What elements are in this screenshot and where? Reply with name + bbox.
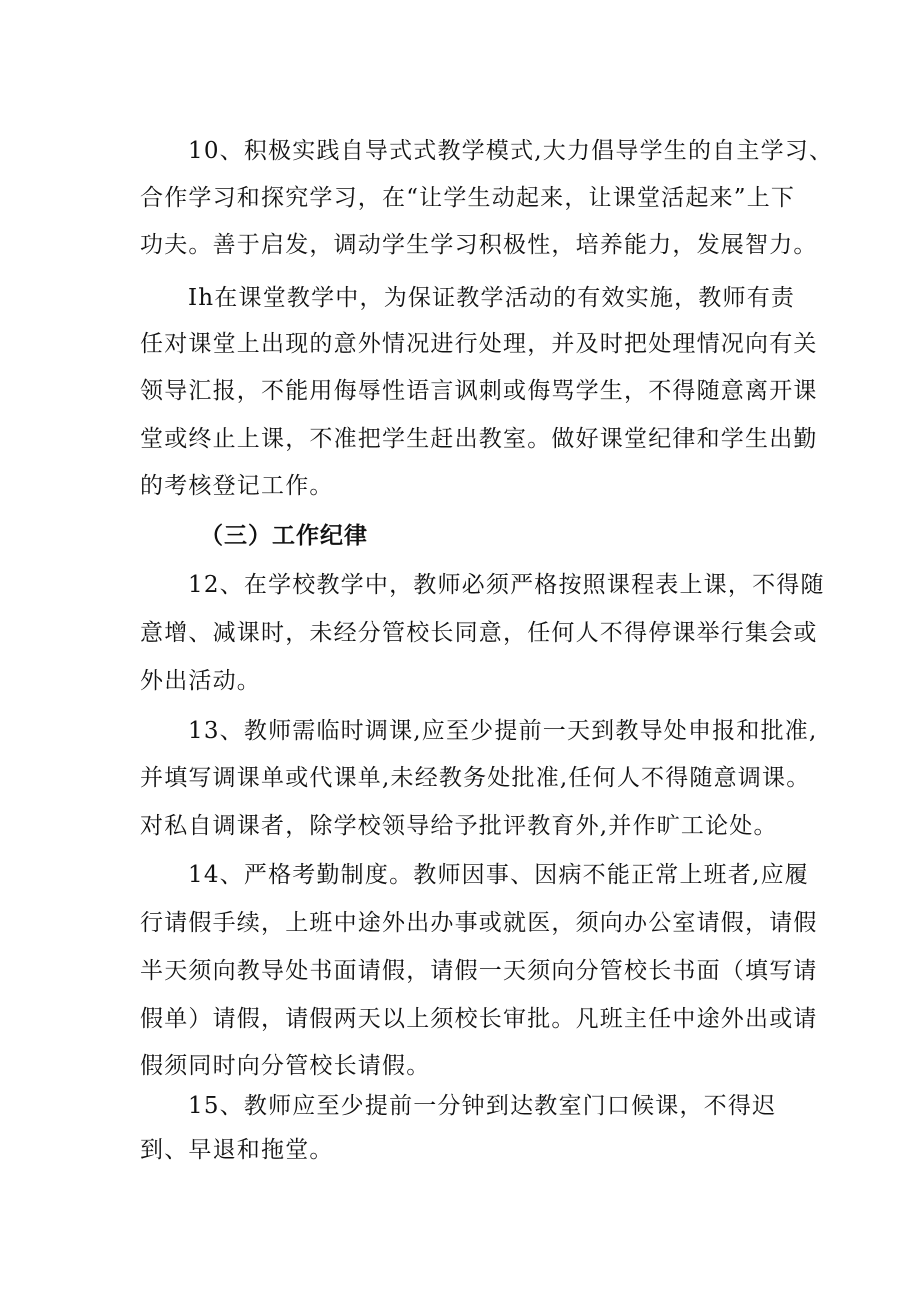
paragraph-14-line-2: 行请假手续，上班中途外出办事或就医，须向办公室请假，请假: [140, 910, 818, 936]
paragraph-11-line-5: 的考核登记工作。: [140, 473, 334, 499]
paragraph-12-line-1: 12、在学校教学中，教师必须严格按照课程表上课，不得随: [188, 572, 825, 598]
paragraph-14-line-3: 半天须向教导处书面请假，请假一天须向分管校长书面（填写请: [140, 958, 818, 984]
paragraph-10-line-3: 功夫。善于启发，调动学生学习积极性，培养能力，发展智力。: [140, 232, 818, 258]
paragraph-12-line-2: 意增、减课时，未经分管校长同意，任何人不得停课举行集会或: [140, 620, 818, 646]
paragraph-15-line-1: 15、教师应至少提前一分钟到达教室门口候课，不得迟: [188, 1093, 777, 1119]
paragraph-11-line-1: Ih在课堂教学中，为保证教学活动的有效实施，教师有责: [188, 285, 796, 311]
paragraph-14-line-5: 假须同时向分管校长请假。: [140, 1053, 431, 1079]
paragraph-11-line-2: 任对课堂上出现的意外情况进行处理，并及时把处理情况向有关: [140, 331, 818, 357]
paragraph-11-line-4: 堂或终止上课，不准把学生赶出教室。做好课堂纪律和学生出勤: [140, 426, 818, 452]
paragraph-12-line-3: 外出活动。: [140, 668, 261, 694]
paragraph-10-line-2: 合作学习和探究学习，在“让学生动起来，让课堂活起来”上下: [140, 185, 796, 211]
paragraph-14-line-4: 假单）请假，请假两天以上须校长审批。凡班主任中途外出或请: [140, 1006, 818, 1032]
paragraph-13-line-3: 对私自调课者，除学校领导给予批评教育外,并作旷工论处。: [140, 813, 778, 839]
section-heading: （三）工作纪律: [200, 523, 368, 549]
paragraph-10-line-1: 10、积极实践自导式式教学模式,大力倡导学生的自主学习、: [188, 138, 834, 164]
paragraph-13-line-1: 13、教师需临时调课,应至少提前一天到教导处申报和批准,: [188, 718, 818, 744]
paragraph-15-line-2: 到、早退和拖堂。: [140, 1137, 334, 1163]
paragraph-11-line-3: 领导汇报，不能用侮辱性语言讽刺或侮骂学生，不得随意离开课: [140, 378, 818, 404]
paragraph-13-line-2: 并填写调课单或代课单,未经教务处批准,任何人不得随意调课。: [140, 765, 811, 791]
paragraph-14-line-1: 14、严格考勤制度。教师因事、因病不能正常上班者,应履: [188, 862, 809, 888]
